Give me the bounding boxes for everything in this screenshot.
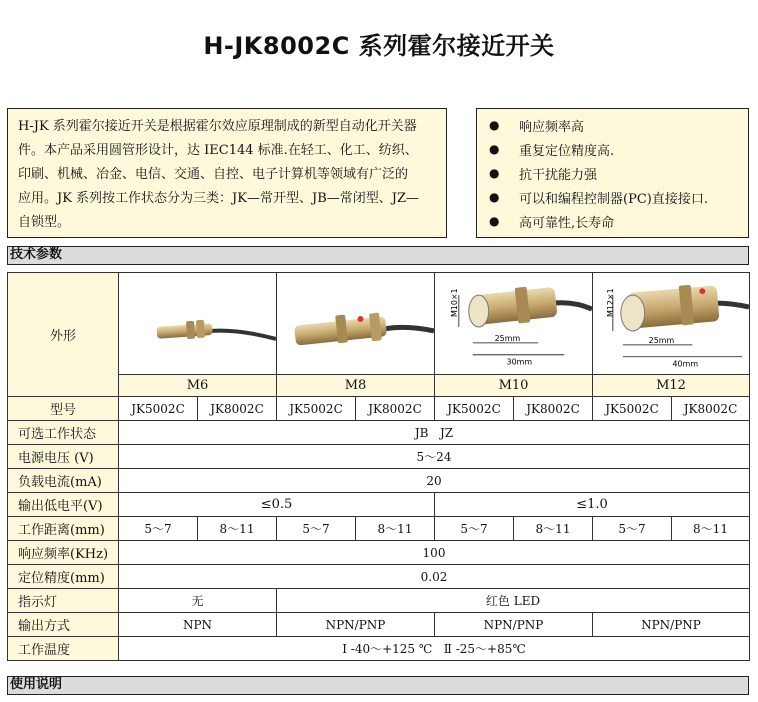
distance-cell: 5～7 <box>119 517 198 541</box>
sensor-m12-image <box>593 273 749 371</box>
distance-cell: 5～7 <box>277 517 356 541</box>
intro-box <box>7 108 447 238</box>
product-image-m8 <box>277 273 435 375</box>
m10-length-label: 25mm <box>494 333 521 343</box>
model-label: 型号 <box>8 397 119 421</box>
row-label-current: 负载电流(mA) <box>8 469 119 493</box>
sensor-m6-image <box>119 273 276 371</box>
output-cell: NPN <box>119 613 277 637</box>
voltage-value: 5～24 <box>119 445 750 469</box>
page-title: H-JK8002C 系列霍尔接近开关 <box>203 32 555 60</box>
appearance-label: 外形 <box>8 273 119 397</box>
size-m6: M6 <box>119 375 277 397</box>
row-label-low-level: 输出低电平(V) <box>8 493 119 517</box>
size-m8: M8 <box>277 375 435 397</box>
row-label-voltage: 电源电压 (V) <box>8 445 119 469</box>
distance-cell: 8～11 <box>514 517 593 541</box>
indicator-none: 无 <box>119 589 277 613</box>
distance-cell: 5～7 <box>593 517 672 541</box>
feature-item: ● 响应频率高 <box>483 113 742 137</box>
row-label-distance: 工作距离(mm) <box>8 517 119 541</box>
indicator-led: 红色 LED <box>277 589 750 613</box>
feature-item: ● 重复定位精度高. <box>483 137 742 161</box>
m12-diameter-label: M12×1 <box>605 288 615 318</box>
spec-table <box>7 272 750 661</box>
bullet-icon: ● <box>489 118 500 132</box>
feature-item: ● 高可靠性,长寿命 <box>483 209 742 233</box>
size-m12: M12 <box>593 375 750 397</box>
freq-value: 100 <box>119 541 750 565</box>
distance-cell: 8～11 <box>356 517 435 541</box>
product-image-m10 <box>435 273 593 375</box>
temp-value: Ⅰ -40～+125 ℃ Ⅱ -25～+85℃ <box>119 637 750 661</box>
model-cell: JK8002C <box>198 397 277 421</box>
output-cell: NPN/PNP <box>277 613 435 637</box>
bullet-icon: ● <box>489 142 500 156</box>
bullet-icon: ● <box>489 214 500 228</box>
feature-item: ● 抗干扰能力强 <box>483 161 742 185</box>
intro-line: 件。本产品采用圆管形设计，达 IEC144 标准.在轻工、化工、纺织、 <box>18 143 418 158</box>
low-level-right: ≤1.0 <box>435 493 750 517</box>
row-label-freq: 响应频率(KHz) <box>8 541 119 565</box>
intro-line: 自锁型。 <box>18 215 71 230</box>
row-label-temp: 工作温度 <box>8 637 119 661</box>
distance-cell: 5～7 <box>435 517 514 541</box>
row-label-output: 输出方式 <box>8 613 119 637</box>
model-cell: JK5002C <box>593 397 672 421</box>
model-cell: JK8002C <box>356 397 435 421</box>
m12-total-length-label: 40mm <box>672 359 699 369</box>
distance-cell: 8～11 <box>198 517 277 541</box>
precision-value: 0.02 <box>119 565 750 589</box>
model-cell: JK8002C <box>672 397 750 421</box>
size-m10: M10 <box>435 375 593 397</box>
sensor-m8-image <box>277 273 434 371</box>
sensor-m10-image <box>435 273 592 371</box>
distance-cell: 8～11 <box>672 517 750 541</box>
row-label-indicator: 指示灯 <box>8 589 119 613</box>
model-cell: JK8002C <box>514 397 593 421</box>
feature-item: ● 可以和编程控制器(PC)直接接口. <box>483 185 742 209</box>
model-cell: JK5002C <box>435 397 514 421</box>
m12-length-label: 25mm <box>648 335 675 345</box>
current-value: 20 <box>119 469 750 493</box>
row-label-precision: 定位精度(mm) <box>8 565 119 589</box>
section-tech-params: 技术参数 <box>7 246 749 265</box>
state-value: JB JZ <box>119 421 750 445</box>
section-usage: 使用说明 <box>7 676 749 695</box>
bullet-icon: ● <box>489 166 500 180</box>
m10-total-length-label: 30mm <box>506 357 533 367</box>
intro-line: H-JK 系列霍尔接近开关是根据霍尔效应原理制成的新型自动化开关器 <box>18 119 417 134</box>
row-label-state: 可选工作状态 <box>8 421 119 445</box>
low-level-left: ≤0.5 <box>119 493 435 517</box>
product-image-m6 <box>119 273 277 375</box>
model-cell: JK5002C <box>119 397 198 421</box>
output-cell: NPN/PNP <box>593 613 750 637</box>
model-cell: JK5002C <box>277 397 356 421</box>
product-image-m12 <box>593 273 750 375</box>
m10-diameter-label: M10×1 <box>449 288 459 318</box>
intro-line: 应用。JK 系列按工作状态分为三类：JK—常开型、JB—常闭型、JZ— <box>18 191 419 206</box>
output-cell: NPN/PNP <box>435 613 593 637</box>
intro-line: 印刷、机械、冶金、电信、交通、自控、电子计算机等领域有广泛的 <box>18 167 409 182</box>
bullet-icon: ● <box>489 190 500 204</box>
features-box <box>476 108 749 238</box>
